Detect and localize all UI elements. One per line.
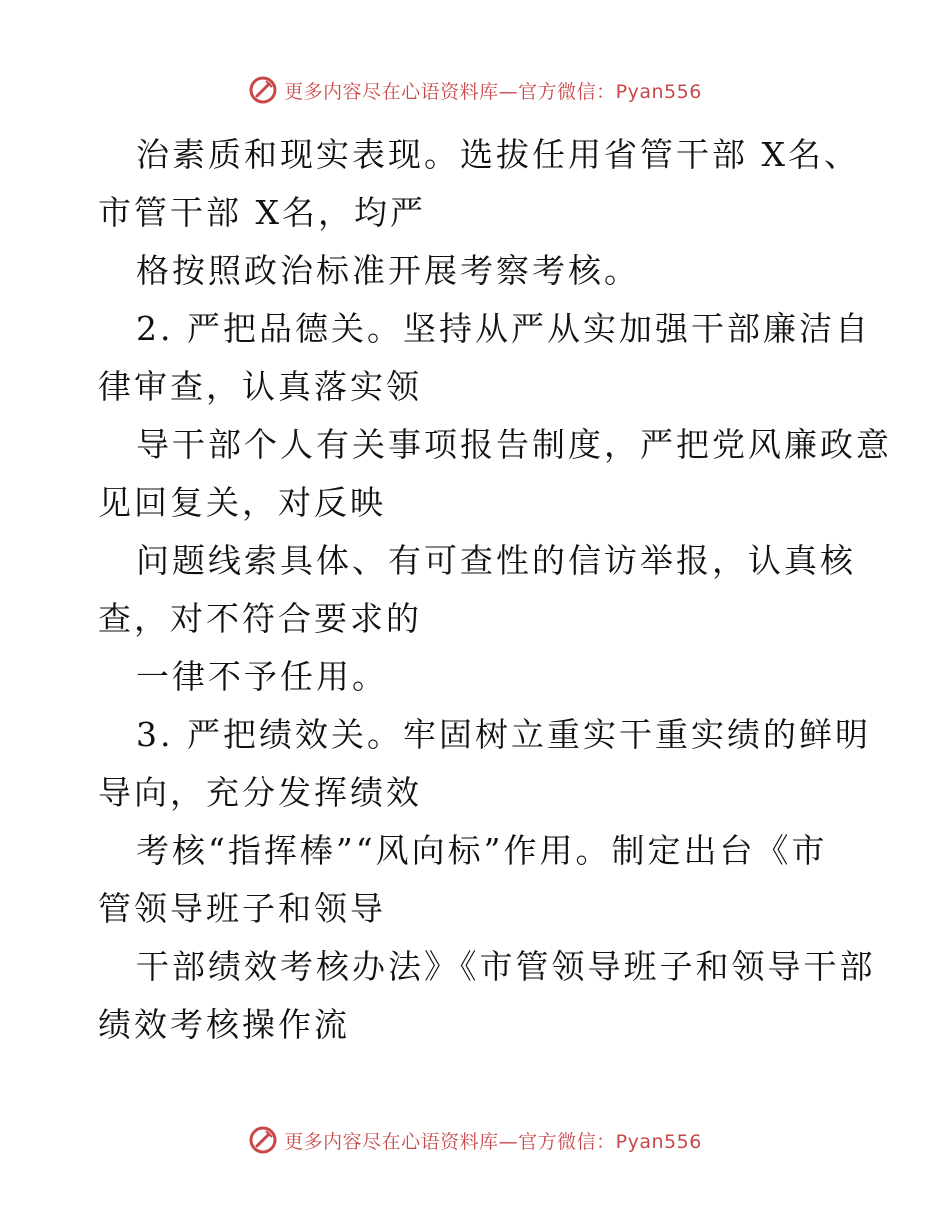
header-watermark-banner (0, 70, 950, 110)
text-line: 律审查，认真落实领 (98, 367, 422, 406)
text-line: 查，对不符合要求的 (98, 599, 422, 638)
text-line: 管领导班子和领导 (98, 889, 386, 928)
footer-watermark-banner (0, 1120, 950, 1160)
text-line: 一律不予任用。 (136, 657, 388, 696)
text-line: 格按照政治标准开展考察考核。 (136, 251, 640, 290)
text-line: 干部绩效考核办法》《市管领导班子和领导干部 (136, 947, 876, 986)
text-line: 市管干部 X名，均严 (98, 193, 426, 232)
text-line: 2. 严把品德关。坚持从严从实加强干部廉洁自 (136, 309, 871, 348)
brush-logo-icon (248, 75, 278, 105)
text-line: 导干部个人有关事项报告制度，严把党风廉政意 (136, 425, 892, 464)
header-watermark-text: 更多内容尽在心语资料库—官方微信：Pyan556 (284, 80, 702, 103)
text-line: 3. 严把绩效关。牢固树立重实干重实绩的鲜明 (136, 715, 871, 754)
document-body (98, 126, 892, 1054)
brush-logo-icon (248, 1125, 278, 1155)
text-line: 见回复关，对反映 (98, 483, 386, 522)
text-line: 问题线索具体、有可查性的信访举报，认真核 (136, 541, 856, 580)
footer-watermark-text: 更多内容尽在心语资料库—官方微信：Pyan556 (284, 1130, 702, 1153)
text-line: 考核“指挥棒”“风向标”作用。制定出台《市 (136, 831, 828, 870)
text-line: 治素质和现实表现。选拔任用省管干部 X名、 (136, 135, 860, 174)
text-line: 绩效考核操作流 (98, 1005, 350, 1044)
text-line: 导向，充分发挥绩效 (98, 773, 422, 812)
